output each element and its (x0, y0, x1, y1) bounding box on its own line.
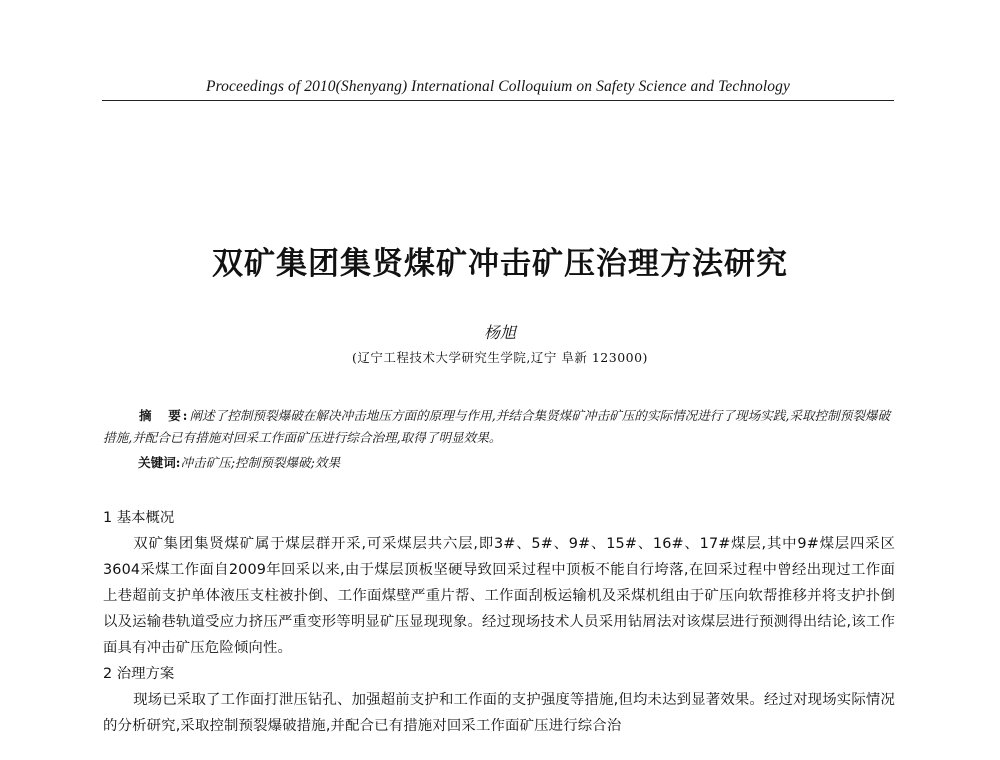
author-name: 杨旭 (483, 323, 516, 342)
keywords (138, 452, 340, 471)
abstract (103, 405, 893, 449)
header-rule (102, 100, 894, 101)
running-head: Proceedings of 2010(Shenyang) International Colloquium on Safety Science and Technology (206, 78, 790, 95)
section-paragraph-overview: 双矿集团集贤煤矿属于煤层群开采,可采煤层共六层,即3#、5#、9#、15#、16#、17#煤层,其中9#煤层四采区3604采煤工作面自2009年回采以来,由于煤层顶板坚硬导致回采过程中顶板不能自行垮落,在回采过程中曾经出现过工作面上巷超前支护单体液压支柱被扑倒、工作面煤壁严重片帮、工作面刮板运输机及采煤机组由于矿压向软帮推移并将支护扑倒以及运输巷轨道受应力挤压严重变形等明显矿压显现现象。经过现场技术人员采用钻屑法对该煤层进行预测得出结论,该工作面具有冲击矿压危险倾向性。 (103, 536, 896, 656)
keywords-text: 冲击矿压;控制预裂爆破;效果 (180, 455, 341, 470)
section-heading-overview: 1 基本概况 (103, 510, 175, 526)
abstract-label: 摘 要: (139, 408, 190, 423)
abstract-text: 阐述了控制预裂爆破在解决冲击地压方面的原理与作用,并结合集贤煤矿冲击矿压的实际情况进行了现场实践,采取控制预裂爆破措施,并配合已有措施对回采工作面矿压进行综合治理,取得了明显效果。 (103, 408, 891, 445)
section-heading-scheme: 2 治理方案 (103, 666, 175, 682)
section-paragraph-scheme: 现场已采取了工作面打泄压钻孔、加强超前支护和工作面的支护强度等措施,但均未达到显著效果。经过对现场实际情况的分析研究,采取控制预裂爆破措施,并配合已有措施对回采工作面矿压进行综合治 (103, 692, 895, 734)
paper-title: 双矿集团集贤煤矿冲击矿压治理方法研究 (212, 246, 788, 282)
author-affiliation: (辽宁工程技术大学研究生学院,辽宁 阜新 123000) (352, 350, 648, 365)
body-text (103, 505, 895, 739)
keywords-label: 关键词: (138, 455, 181, 470)
abstract-paragraph (103, 405, 893, 449)
